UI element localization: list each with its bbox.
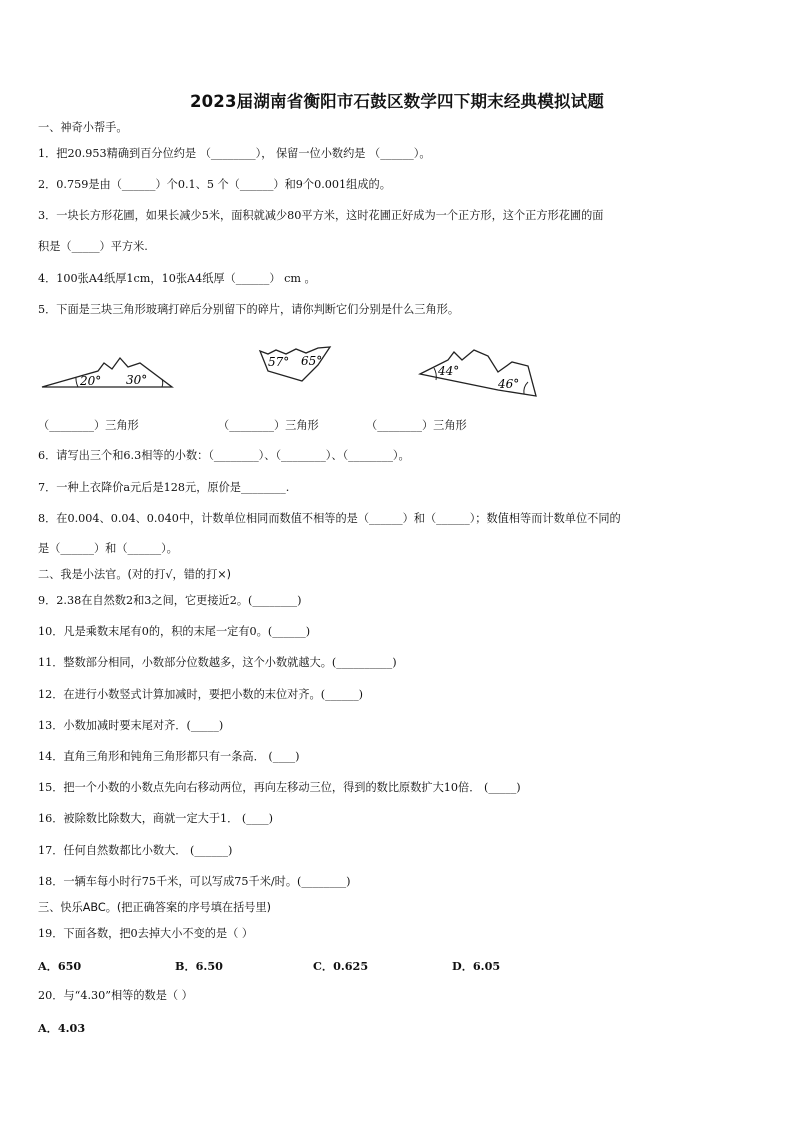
question-13: 13．小数加减时要末尾对齐．(_____): [38, 719, 224, 732]
page-title: 2023届湖南省衡阳市石鼓区数学四下期末经典模拟试题: [189, 92, 605, 111]
section-2-heading: 二、我是小法官。(对的打√，错的打×): [38, 568, 232, 581]
question-3-line-2: 积是（_____）平方米.: [38, 240, 148, 253]
angle-label-30: 30°: [126, 373, 148, 387]
q19-option-a: A．650: [38, 959, 82, 973]
q19-option-b: B．6.50: [175, 959, 223, 973]
question-2: 2．0.759是由（______）个0.1、5 个（______）和9个0.001组成的。: [38, 178, 391, 191]
question-7: 7．一种上衣降价a元后是128元，原价是________.: [38, 481, 290, 494]
triangle-fragment-3: [418, 348, 538, 398]
triangle-fragment-1-drawing: [40, 355, 180, 395]
triangle-fragment-2: [258, 345, 338, 385]
question-11: 11．整数部分相同，小数部分位数越多，这个小数就越大。(__________): [38, 656, 397, 669]
question-4: 4．100张A4纸厚1cm，10张A4纸厚（______） cm 。: [38, 272, 316, 285]
question-9: 9．2.38在自然数2和3之间，它更接近2。(________): [38, 594, 302, 607]
angle-label-57: 57°: [268, 355, 290, 369]
triangle-fragment-2-drawing: [258, 345, 338, 385]
angle-label-20: 20°: [80, 374, 102, 388]
triangle-answer-1: （________）三角形: [38, 419, 139, 432]
q19-option-d: D．6.05: [452, 959, 501, 973]
section-1-heading: 一、神奇小帮手。: [38, 121, 128, 134]
angle-label-65: 65°: [301, 354, 323, 368]
triangle-fragment-3-drawing: [418, 348, 538, 398]
question-20: 20．与“4.30”相等的数是（ ）: [38, 989, 193, 1002]
question-14: 14．直角三角形和钝角三角形都只有一条高． (____): [38, 750, 300, 763]
triangle-answer-2: （________）三角形: [218, 419, 319, 432]
q19-option-c: C．0.625: [313, 959, 369, 973]
question-1: 1．把20.953精确到百分位约是 （________）， 保留一位小数约是 （______）。: [38, 147, 431, 160]
section-3-heading: 三、快乐ABC。(把正确答案的序号填在括号里): [38, 901, 272, 914]
angle-label-46: 46°: [498, 377, 520, 391]
angle-label-44: 44°: [438, 364, 460, 378]
question-12: 12．在进行小数竖式计算加减时，要把小数的末位对齐。(______): [38, 688, 364, 701]
question-16: 16．被除数比除数大，商就一定大于1． (____): [38, 812, 274, 825]
question-10: 10．凡是乘数末尾有0的，积的末尾一定有0。(______): [38, 625, 311, 638]
question-18: 18．一辆车每小时行75千米，可以写成75千米/时。(________): [38, 875, 351, 888]
triangle-answer-3: （________）三角形: [366, 419, 467, 432]
question-15: 15．把一个小数的小数点先向右移动两位，再向左移动三位，得到的数比原数扩大10倍． (_____): [38, 781, 521, 794]
question-6: 6．请写出三个和6.3相等的小数：（________）、（________）、（________）。: [38, 449, 410, 462]
question-3-line-1: 3．一块长方形花圃，如果长减少5米，面积就减少80平方米，这时花圃正好成为一个正方形，这个正方形花圃的面: [38, 209, 604, 222]
question-17: 17．任何自然数都比小数大． (______): [38, 844, 233, 857]
question-5: 5．下面是三块三角形玻璃打碎后分别留下的碎片，请你判断它们分别是什么三角形。: [38, 303, 460, 316]
question-8-line-1: 8．在0.004、0.04、0.040中，计数单位相同而数值不相等的是（______）和（______）；数值相等而计数单位不同的: [38, 512, 621, 525]
question-8-line-2: 是（______）和（______）。: [38, 542, 178, 555]
q20-option-a: A．4.03: [38, 1021, 86, 1035]
triangle-fragment-1: [40, 355, 180, 395]
question-19: 19．下面各数，把0去掉大小不变的是（ ）: [38, 927, 254, 940]
